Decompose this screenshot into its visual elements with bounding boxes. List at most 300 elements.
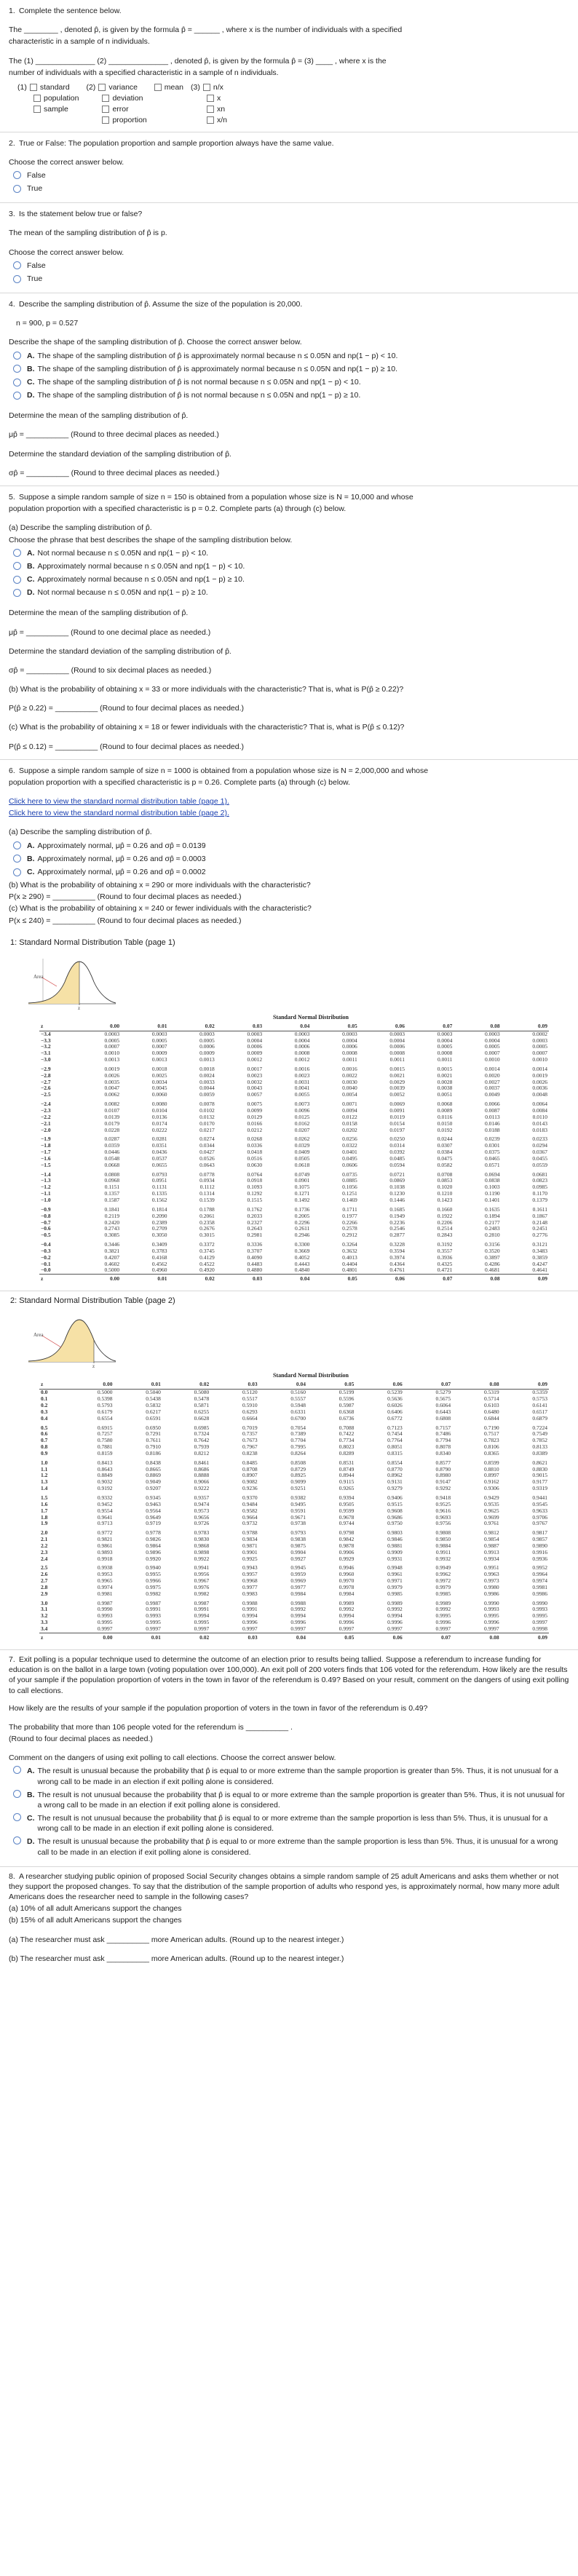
probability-cell: 0.2119 <box>104 1212 120 1219</box>
radio[interactable] <box>13 1813 21 1821</box>
probability-cell: 0.9964 <box>532 1571 547 1578</box>
probability-cell: 0.4090 <box>247 1253 263 1261</box>
how-likely: How likely are the results of your sample if the population proportion of voters in the town in favor of the referendum is 0.49? <box>9 1703 428 1713</box>
probability-cell: 0.1736 <box>294 1205 310 1213</box>
z-value: −2.0 <box>41 1126 51 1133</box>
probability-cell: 0.0170 <box>199 1119 215 1127</box>
probability-cell: 0.1762 <box>247 1205 263 1213</box>
probability-cell: 0.0052 <box>389 1091 405 1098</box>
probability-cell: 0.8133 <box>532 1443 547 1451</box>
probability-cell: 0.0008 <box>389 1050 405 1057</box>
probability-cell: 0.1977 <box>342 1212 357 1219</box>
probability-cell: 0.9966 <box>146 1577 161 1585</box>
probability-cell: 0.3859 <box>532 1253 547 1261</box>
radio[interactable] <box>13 1766 21 1774</box>
probability-cell: 0.9846 <box>387 1536 403 1543</box>
statement: The mean of the sampling distribution of p̂ is p. <box>9 229 167 238</box>
probability-cell: 0.9987 <box>97 1599 113 1606</box>
radio[interactable] <box>13 352 21 360</box>
probability-cell: 0.0010 <box>532 1056 547 1063</box>
table-heading: Standard Normal Distribution <box>272 1372 349 1379</box>
checkbox[interactable] <box>33 106 41 113</box>
probability-cell: 0.0158 <box>342 1119 357 1127</box>
probability-cell: 0.9793 <box>290 1529 306 1537</box>
probability-cell: 0.9306 <box>483 1485 499 1492</box>
probability-cell: 0.0041 <box>294 1085 310 1092</box>
option-a[interactable]: A. The result is unusual because the probability that p̂ is equal to or more extreme than the sample proportion is greater than 5%. Thus, it is not unusual for a wrong call to be made in an election if exit polling alone is considered. <box>13 1766 569 1786</box>
probability-cell: 0.0143 <box>532 1119 547 1127</box>
z-value: −1.0 <box>41 1196 51 1203</box>
probability-cell: 0.1685 <box>389 1205 405 1213</box>
part-c-answer[interactable]: P(x ≤ 240) = __________ (Round to four decimal places as needed.) <box>9 916 242 925</box>
checkbox[interactable] <box>102 106 109 113</box>
option-d[interactable]: D. The result is unusual because the probability that p̂ is equal to or more extreme than the sample proportion is less than 5%. Thus, it is unusual for a wrong call to be made in an election if exit polling alone is considered. <box>13 1836 569 1857</box>
probability-cell: 0.1190 <box>485 1190 500 1197</box>
probability-cell: 0.9641 <box>97 1513 113 1521</box>
checkbox[interactable] <box>33 95 41 102</box>
probability-cell: 0.3974 <box>389 1253 405 1261</box>
option-b[interactable]: B. Approximately normal because n ≤ 0.05N and np(1 − p) < 10. <box>13 561 569 571</box>
option-a[interactable]: A. Approximately normal, μp̂ = 0.26 and σp̂ ≈ 0.0139 <box>13 841 569 851</box>
probability-cell: 0.9992 <box>290 1606 306 1613</box>
probability-cell: 0.7486 <box>435 1430 451 1438</box>
table-row <box>39 1451 549 1459</box>
probability-cell: 0.0003 <box>247 1030 263 1037</box>
probability-cell: 0.0025 <box>151 1071 167 1079</box>
probability-cell: 0.0019 <box>104 1065 120 1072</box>
probability-cell: 0.0823 <box>532 1177 547 1184</box>
radio[interactable] <box>13 576 21 584</box>
radio[interactable] <box>13 261 21 269</box>
option-true[interactable]: True <box>13 183 569 194</box>
probability-cell: 0.2981 <box>247 1232 263 1239</box>
col-header: 0.09 <box>501 1633 549 1642</box>
probability-cell: 0.0004 <box>342 1037 357 1044</box>
probability-cell: 0.2061 <box>199 1212 215 1219</box>
probability-cell: 0.8485 <box>242 1459 258 1466</box>
choice-mean[interactable]: mean <box>164 82 184 92</box>
col-header: 0.03 <box>210 1380 258 1390</box>
part-c: (c) What is the probability of obtaining x = 240 or fewer individuals with the characteristic? <box>9 904 312 914</box>
probability-cell: 0.0003 <box>151 1030 167 1037</box>
probability-cell: 0.9992 <box>339 1606 355 1613</box>
probability-cell: 0.9918 <box>97 1555 113 1562</box>
option-b[interactable]: B. The shape of the sampling distribution of p̂ is approximately normal because n ≤ 0.05N and np(1 − p) ≥ 10. <box>13 364 569 374</box>
probability-cell: 0.9949 <box>435 1564 451 1572</box>
probability-cell: 0.0606 <box>342 1161 357 1168</box>
col-header: 0.03 <box>216 1022 264 1031</box>
probability-cell: 0.0004 <box>485 1037 500 1044</box>
probability-cell: 0.0122 <box>342 1113 357 1120</box>
z-value: 0.5 <box>41 1424 48 1431</box>
probability-cell: 0.1446 <box>389 1196 405 1203</box>
probability-cell: 0.0003 <box>104 1030 120 1037</box>
choice-n-over-x[interactable]: n/x <box>213 82 223 92</box>
probability-cell: 0.5596 <box>339 1395 355 1403</box>
probability-cell: 0.8554 <box>387 1459 403 1466</box>
z-value: 0.6 <box>41 1430 48 1438</box>
probability-cell: 0.6985 <box>194 1424 210 1431</box>
probability-cell: 0.9573 <box>194 1507 210 1514</box>
probability-cell: 0.6217 <box>146 1408 161 1415</box>
probability-cell: 0.0002 <box>532 1030 547 1037</box>
probability-cell: 0.4960 <box>151 1267 167 1274</box>
probability-cell: 0.8643 <box>97 1465 113 1473</box>
probability-cell: 0.0150 <box>437 1119 453 1127</box>
checkbox[interactable] <box>98 84 106 91</box>
probability-cell: 0.9953 <box>97 1571 113 1578</box>
z-value: 1.7 <box>41 1507 48 1514</box>
z-value: 2.0 <box>41 1529 48 1537</box>
probability-cell: 0.9932 <box>435 1555 451 1562</box>
svg-text:z: z <box>92 1363 95 1370</box>
z-table-positive <box>39 1380 549 1642</box>
probability-cell: 0.0006 <box>247 1043 263 1050</box>
probability-cell: 0.9625 <box>483 1507 499 1514</box>
option-a[interactable]: A. Not normal because n ≤ 0.05N and np(1 − p) < 10. <box>13 548 569 558</box>
z-value: −1.8 <box>41 1142 51 1149</box>
choice-standard[interactable]: standard <box>39 82 70 92</box>
checkbox[interactable] <box>102 95 109 102</box>
checkbox[interactable] <box>30 84 37 91</box>
probability-cell: 0.0087 <box>485 1107 500 1114</box>
case-b: (b) 15% of all adult Americans support the changes <box>9 1916 182 1925</box>
checkbox[interactable] <box>207 95 214 102</box>
probability-cell: 0.9582 <box>242 1507 258 1514</box>
probability-cell: 0.9904 <box>290 1548 306 1555</box>
probability-cell: 0.9591 <box>290 1507 306 1514</box>
probability-cell: 0.2843 <box>437 1232 453 1239</box>
option-c[interactable]: C. The result is not unusual because the probability that p̂ is equal to or more extreme than the sample proportion is less than 5%. Thus, it is unusual for a wrong call to be made in an election if exit polling alone is considered. <box>13 1813 569 1834</box>
probability-cell: 0.0212 <box>247 1126 263 1133</box>
probability-cell: 0.9505 <box>339 1500 355 1507</box>
answer-b[interactable]: (b) The researcher must ask __________ more American adults. (Round up to the nearest integer.) <box>9 1954 344 1963</box>
probability-cell: 0.0336 <box>247 1142 263 1149</box>
probability-cell: 0.5675 <box>435 1395 451 1403</box>
probability-cell: 0.0012 <box>294 1056 310 1063</box>
probability-cell: 0.0384 <box>437 1149 453 1156</box>
probability-cell: 0.9995 <box>483 1612 499 1620</box>
choice-population[interactable]: population <box>44 94 79 103</box>
option-c[interactable]: C. Approximately normal because n ≤ 0.05N and np(1 − p) ≥ 10. <box>13 574 569 584</box>
prompt: Suppose a simple random sample of size n = 150 is obtained from a population whose size is N = 10,000 and whose <box>19 492 413 502</box>
probability-cell: 0.7291 <box>146 1430 161 1438</box>
probability-cell: 0.0367 <box>532 1149 547 1156</box>
probability-cell: 0.4247 <box>532 1260 547 1267</box>
probability-cell: 0.0026 <box>532 1078 547 1085</box>
probability-cell: 0.0322 <box>342 1142 357 1149</box>
probability-cell: 0.1423 <box>437 1196 453 1203</box>
checkbox[interactable] <box>102 116 109 124</box>
probability-cell: 0.3156 <box>485 1241 500 1248</box>
radio[interactable] <box>13 1790 21 1798</box>
probability-cell: 0.0039 <box>389 1085 405 1092</box>
choice-x-over-n[interactable]: x/n <box>217 116 228 125</box>
svg-text:Area: Area <box>33 1332 44 1339</box>
probability-cell: 0.3409 <box>151 1241 167 1248</box>
probability-cell: 0.0034 <box>151 1078 167 1085</box>
probability-cell: 0.0027 <box>485 1078 500 1085</box>
probability-cell: 0.0951 <box>151 1177 167 1184</box>
part-b: (b) What is the probability of obtaining x = 290 or more individuals with the characteristic? <box>9 881 311 890</box>
probability-cell: 0.9564 <box>146 1507 161 1514</box>
probability-cell: 0.0003 <box>389 1030 405 1037</box>
probability-cell: 0.0329 <box>294 1142 310 1149</box>
radio[interactable] <box>13 171 21 179</box>
probability-cell: 0.0003 <box>485 1030 500 1037</box>
col-header: 0.08 <box>452 1633 500 1642</box>
svg-text:z: z <box>78 1004 81 1011</box>
z-value: 3.1 <box>41 1606 48 1613</box>
probability-cell: 0.0314 <box>389 1142 405 1149</box>
table-link-page-1[interactable]: Click here to view the standard normal distribution table (page 1). <box>9 797 229 807</box>
probability-cell: 0.9265 <box>339 1485 355 1492</box>
sd-answer[interactable]: σp̂ = __________ (Round to three decimal places as needed.) <box>9 468 220 477</box>
question-number: 4. <box>9 300 15 309</box>
question-5 <box>0 486 578 760</box>
probability-cell: 0.9989 <box>435 1599 451 1606</box>
probability-cell: 0.9798 <box>339 1529 355 1537</box>
probability-cell: 0.4801 <box>342 1267 357 1274</box>
prompt: Is the statement below true or false? <box>19 210 143 219</box>
probability-cell: 0.6255 <box>194 1408 210 1415</box>
prompt: Describe the sampling distribution of p̂. Assume the size of the population is 20,000. <box>19 300 303 309</box>
probability-cell: 0.0154 <box>389 1119 405 1127</box>
option-false[interactable]: False <box>13 261 569 271</box>
probability-cell: 0.9974 <box>97 1583 113 1590</box>
probability-cell: 0.9984 <box>339 1590 355 1597</box>
part-c-answer[interactable]: P(p̂ ≤ 0.12) = __________ (Round to four decimal places as needed.) <box>9 742 245 751</box>
option-c[interactable]: C. Approximately normal, μp̂ = 0.26 and σp̂ ≈ 0.0002 <box>13 867 569 877</box>
choice-deviation[interactable]: deviation <box>112 94 143 103</box>
probability-cell: 0.0721 <box>389 1170 405 1178</box>
probability-cell: 0.9920 <box>146 1555 161 1562</box>
radio[interactable] <box>13 841 21 849</box>
probability-cell: 0.9738 <box>290 1520 306 1527</box>
col-header: 0.06 <box>359 1275 406 1284</box>
probability-answer[interactable]: The probability that more than 106 people voted for the referendum is __________ . <box>9 1722 293 1732</box>
z-value: −2.9 <box>41 1065 51 1072</box>
probability-cell: 0.8997 <box>483 1472 499 1479</box>
fill-sentence[interactable]: The (1) ______________ (2) ______________ , denoted p̂, is given by the formula p̂ = (3) ____ , where x is the <box>9 56 387 66</box>
probability-cell: 0.3745 <box>199 1247 215 1254</box>
probability-cell: 0.0099 <box>247 1107 263 1114</box>
choice-x[interactable]: x <box>217 94 221 103</box>
probability-cell: 0.7357 <box>242 1430 258 1438</box>
probability-cell: 0.0526 <box>199 1154 215 1162</box>
probability-cell: 0.9911 <box>435 1548 451 1555</box>
question-number: 8. <box>9 1871 15 1881</box>
probability-cell: 0.0853 <box>437 1177 453 1184</box>
option-a[interactable]: A. The shape of the sampling distribution of p̂ is approximately normal because n ≤ 0.05N and np(1 − p) < 10. <box>13 351 569 361</box>
probability-cell: 0.9951 <box>483 1564 499 1572</box>
probability-cell: 0.4602 <box>104 1260 120 1267</box>
part-b: (b) What is the probability of obtaining x = 33 or more individuals with the characteristic? That is, what is P(p̂ ≥ 0.22)? <box>9 685 404 694</box>
probability-cell: 0.9929 <box>339 1555 355 1562</box>
z-value: −1.4 <box>41 1170 51 1178</box>
probability-cell: 0.0018 <box>199 1065 215 1072</box>
probability-cell: 0.6064 <box>435 1402 451 1409</box>
probability-cell: 0.0166 <box>247 1119 263 1127</box>
probability-cell: 0.0068 <box>437 1101 453 1108</box>
probability-cell: 0.1314 <box>199 1190 215 1197</box>
radio[interactable] <box>13 392 21 400</box>
probability-cell: 0.9997 <box>290 1625 306 1633</box>
probability-cell: 0.9988 <box>290 1599 306 1606</box>
probability-cell: 0.0934 <box>199 1177 215 1184</box>
table-link-page-2[interactable]: Click here to view the standard normal distribution table (page 2). <box>9 809 229 818</box>
option-b[interactable]: B. The result is not unusual because the probability that p̂ is equal to or more extreme than the sample proportion is greater than 5%. Thus, it is not unusual for a wrong call to be made in an election if exit polling alone is considered. <box>13 1790 569 1810</box>
radio[interactable] <box>13 185 21 193</box>
probability-cell: 0.0007 <box>151 1043 167 1050</box>
probability-cell: 0.0505 <box>294 1154 310 1162</box>
round-note: (Round to four decimal places as needed.) <box>9 1735 153 1744</box>
mean-answer[interactable]: μp̂ = __________ (Round to three decimal places as needed.) <box>9 430 219 440</box>
radio[interactable] <box>13 275 21 283</box>
radio[interactable] <box>13 379 21 387</box>
choice-sample[interactable]: sample <box>44 105 68 114</box>
choice-error[interactable]: error <box>112 105 129 114</box>
choice-variance[interactable]: variance <box>108 82 138 92</box>
probability-cell: 0.0014 <box>485 1065 500 1072</box>
probability-cell: 0.9808 <box>435 1529 451 1537</box>
checkbox[interactable] <box>207 106 214 113</box>
question-number: 5. <box>9 492 15 502</box>
probability-cell: 0.9162 <box>483 1478 499 1486</box>
option-false[interactable]: False <box>13 170 569 181</box>
radio[interactable] <box>13 562 21 570</box>
probability-cell: 0.4840 <box>294 1267 310 1274</box>
probability-cell: 0.0059 <box>199 1091 215 1098</box>
probability-cell: 0.0233 <box>532 1136 547 1143</box>
probability-cell: 0.9992 <box>387 1606 403 1613</box>
option-d[interactable]: D. The shape of the sampling distribution of p̂ is not normal because n ≤ 0.05N and np(1 − p) ≥ 10. <box>13 390 569 400</box>
radio[interactable] <box>13 868 21 876</box>
part-b-answer[interactable]: P(x ≥ 290) = __________ (Round to four decimal places as needed.) <box>9 892 242 902</box>
option-b[interactable]: B. Approximately normal, μp̂ = 0.26 and σp̂ ≈ 0.0003 <box>13 854 569 864</box>
probability-cell: 0.4325 <box>437 1260 453 1267</box>
probability-cell: 0.9989 <box>339 1599 355 1606</box>
option-true[interactable]: True <box>13 274 569 284</box>
mean-answer[interactable]: μp̂ = __________ (Round to one decimal place as needed.) <box>9 627 211 637</box>
probability-cell: 0.0708 <box>437 1170 453 1178</box>
probability-cell: 0.0116 <box>437 1113 453 1120</box>
probability-cell: 0.3594 <box>389 1247 405 1254</box>
probability-cell: 0.9982 <box>146 1590 161 1597</box>
probability-cell: 0.9963 <box>483 1571 499 1578</box>
probability-cell: 0.7611 <box>146 1437 161 1444</box>
answer-a[interactable]: (a) The researcher must ask __________ more American adults. (Round up to the nearest integer.) <box>9 1935 344 1944</box>
probability-cell: 0.9927 <box>290 1555 306 1562</box>
probability-cell: 0.6915 <box>97 1424 113 1431</box>
radio[interactable] <box>13 1836 21 1844</box>
prompt: True or False: The population proportion and sample proportion always have the same value. <box>19 138 334 148</box>
probability-cell: 0.5398 <box>97 1395 113 1403</box>
probability-cell: 0.9997 <box>97 1625 113 1633</box>
probability-cell: 0.7881 <box>97 1443 113 1451</box>
table-row <box>39 1197 549 1205</box>
probability-cell: 0.0022 <box>342 1071 357 1079</box>
probability-cell: 0.9761 <box>483 1520 499 1527</box>
col-header: 0.02 <box>162 1380 210 1390</box>
table-row <box>39 1267 549 1274</box>
radio[interactable] <box>13 365 21 373</box>
checkbox[interactable] <box>203 84 210 91</box>
probability-cell: 0.0003 <box>294 1030 310 1037</box>
probability-cell: 0.9996 <box>290 1619 306 1626</box>
case-a: (a) 10% of all adult Americans support the changes <box>9 1904 182 1914</box>
option-c[interactable]: C. The shape of the sampling distribution of p̂ is not normal because n ≤ 0.05N and np(1 − p) < 10. <box>13 377 569 387</box>
probability-cell: 0.3264 <box>342 1241 357 1248</box>
probability-cell: 0.0351 <box>151 1142 167 1149</box>
probability-cell: 0.8962 <box>387 1472 403 1479</box>
probability-cell: 0.9992 <box>435 1606 451 1613</box>
probability-cell: 0.9962 <box>435 1571 451 1578</box>
checkbox[interactable] <box>154 84 162 91</box>
table-row <box>39 1486 549 1494</box>
table-row <box>39 1162 549 1170</box>
probability-cell: 0.1020 <box>437 1184 453 1191</box>
probability-cell: 0.8869 <box>146 1472 161 1479</box>
probability-cell: 0.6517 <box>532 1408 547 1415</box>
probability-cell: 0.0016 <box>342 1065 357 1072</box>
probability-cell: 0.0009 <box>247 1050 263 1057</box>
probability-cell: 0.9633 <box>532 1507 547 1514</box>
probability-cell: 0.9901 <box>242 1548 258 1555</box>
probability-cell: 0.8264 <box>290 1449 306 1457</box>
table-row <box>39 1591 549 1599</box>
checkbox[interactable] <box>207 116 214 124</box>
radio[interactable] <box>13 589 21 597</box>
probability-cell: 0.0436 <box>151 1149 167 1156</box>
probability-cell: 0.6879 <box>532 1414 547 1422</box>
col-header: 0.01 <box>114 1380 162 1390</box>
probability-cell: 0.8790 <box>435 1465 451 1473</box>
probability-cell: 0.0062 <box>104 1091 120 1098</box>
col-header: 0.04 <box>264 1275 311 1284</box>
probability-cell: 0.0032 <box>247 1078 263 1085</box>
probability-cell: 0.9988 <box>242 1599 258 1606</box>
probability-cell: 0.9525 <box>435 1500 451 1507</box>
instruction: Choose the correct answer below. <box>9 247 124 257</box>
choice-proportion[interactable]: proportion <box>112 116 147 125</box>
probability-cell: 0.6331 <box>290 1408 306 1415</box>
radio[interactable] <box>13 549 21 557</box>
option-d[interactable]: D. Not normal because n ≤ 0.05N and np(1 − p) ≥ 10. <box>13 587 569 598</box>
probability-cell: 0.6772 <box>387 1414 403 1422</box>
probability-cell: 0.0778 <box>199 1170 215 1178</box>
z-value: 0.1 <box>41 1395 48 1403</box>
probability-cell: 0.5000 <box>104 1267 120 1274</box>
choice-xn[interactable]: xn <box>217 105 226 114</box>
probability-cell: 0.0516 <box>247 1154 263 1162</box>
table-row <box>39 1057 549 1065</box>
sd-answer[interactable]: σp̂ = __________ (Round to six decimal places as needed.) <box>9 665 212 675</box>
probability-cell: 0.2676 <box>199 1225 215 1232</box>
probability-cell: 0.4721 <box>437 1267 453 1274</box>
radio[interactable] <box>13 855 21 863</box>
normal-table-page-1 <box>0 933 578 1292</box>
part-b-answer[interactable]: P(p̂ ≥ 0.22) = __________ (Round to four decimal places as needed.) <box>9 704 245 713</box>
probability-cell: 0.3936 <box>437 1253 453 1261</box>
z-value: 0.8 <box>41 1443 48 1451</box>
probability-cell: 0.0250 <box>389 1136 405 1143</box>
probability-cell: 0.4013 <box>342 1253 357 1261</box>
probability-cell: 0.9441 <box>532 1494 547 1501</box>
probability-cell: 0.9977 <box>242 1583 258 1590</box>
mean-prompt: Determine the mean of the sampling distribution of p̂. <box>9 411 189 421</box>
probability-cell: 0.9418 <box>435 1494 451 1501</box>
